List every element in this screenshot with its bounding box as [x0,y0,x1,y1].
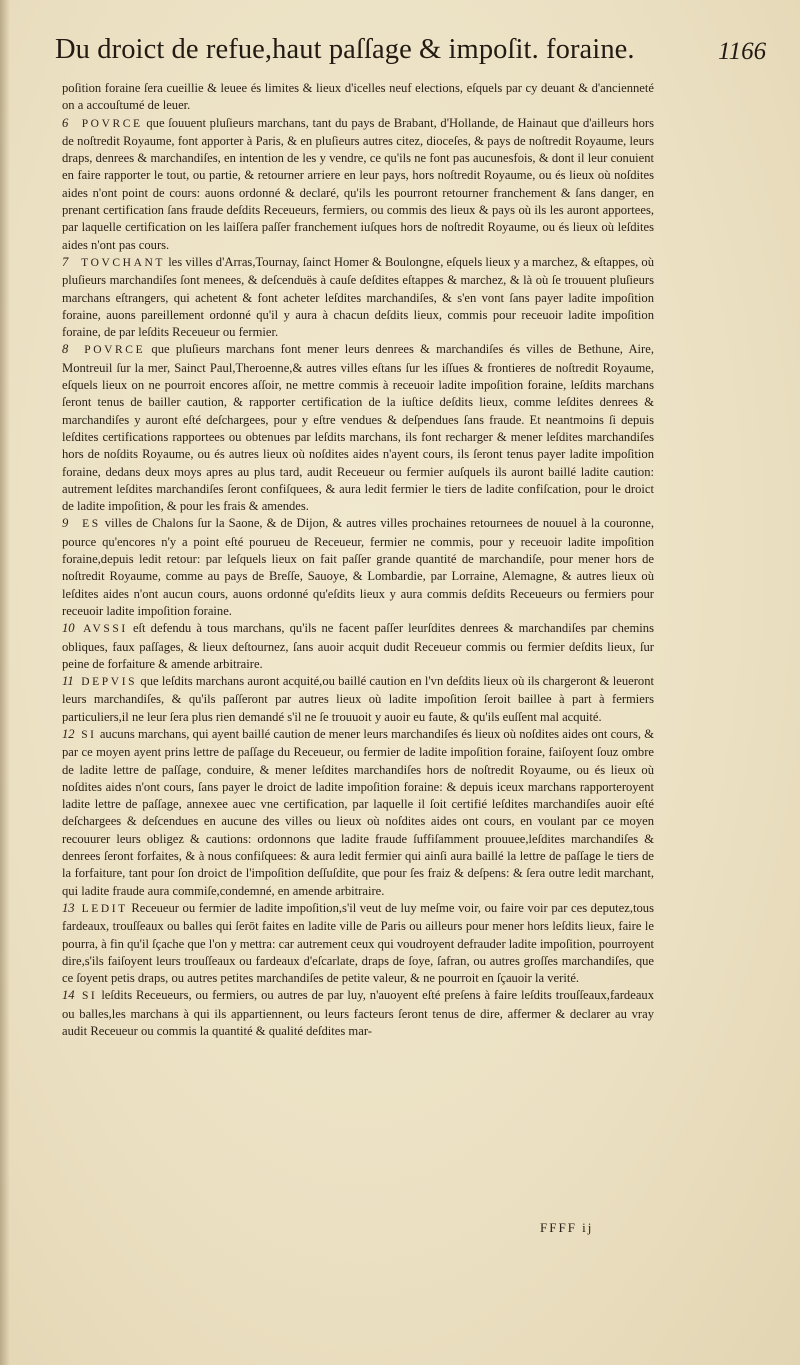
paragraph-text: Receueur ou fermier de ladite impoſition,s'il veut de luy meſme voir, ou faire voir par ces deputez,tous fardeaux, trouſſeaux ou balles qui ſerōt faites en ladite ville de Paris ou ailleurs pour mener hors leſdits lieux, faire le pourra, à fin qu'il ſçache que l'on y mettra: car autrement ceux qui voudroyent defrauder ladite impoſition, pourroyent dire,s'ils faiſoyent leurs trouſſeaux ou fardeaux d'eſcarlate, draps de ſoye, ſafran, ou autres groſſes marchandiſes, que ce ſoyent petis draps, ou autres petites marchandiſes de petite valeur, & ne pourroit en ſçauoir la verité. [62,900,654,986]
article-lead-word: TOVCHANT [81,256,166,269]
article-number: 9 [62,516,69,531]
article-lead-word: SI [81,728,97,741]
paragraph-text: villes de Chalons ſur la Saone, & de Dijon, & autres villes prochaines retournees de nouuel à la couronne, pource qu'encores n'y a point eſté pourueu de Receueur, fermier ne commis, pour y receuoir ladite impoſition foraine,depuis ledit retour: par leſquels lieux on fait paſſer grande quantité de marchandiſe, pour mener hors de noſtredit Royaume, comme au pays de Breſſe, Sauoye, & Lombardie, par Lorraine, Alemagne, & autres lieux où leſdites aides n'ont aucun cours, auons ordonné qu'eſdits lieux y aura commis deſdits Receueurs ou fermiers pour receuoir ladite impoſition foraine. [62,516,655,618]
paragraph-continuation [62,80,654,115]
article-lead-word: AVSSI [83,623,128,636]
paragraph-text: eſt defendu à tous marchans, qu'ils ne facent paſſer leurſdites denrees & marchandiſes par chemins obliques, faux paſſages, & lieux deſtournez, ſans auoir acquit dudit Receueur commis ou fermier deſdits lieux, ſur peine de forfaiture & amende arbitraire. [62,621,654,671]
article-10 [62,620,654,673]
article-lead-word: DEPVIS [81,676,138,689]
paragraph-text: les villes d'Arras,Tournay, ſainct Homer & Boulongne, eſquels lieux y a marchez, & eſtappes, où pluſieurs marchandiſes ſont menees, & deſcenduës à cauſe deſdites eſtappes & marchez, & là où ſe trouuent pluſieurs marchans eſtrangers, qui achetent & font acheter leſdites marchandiſes, & s'en vont ſans payer ladite impoſition foraine, auons pareillement ordonné qu'il y aura à chacun deſdits lieux, commis pour receuoir ladite impoſition foraine, de par leſdits Receueur ou fermier. [62,254,654,340]
article-6 [62,115,654,254]
page-header [55,34,712,76]
folio-number: 1166 [718,38,767,65]
article-lead-word: ES [82,518,101,531]
page-gutter-shadow [0,0,10,1365]
paragraph-text: leſdits Receueurs, ou fermiers, ou autres de par luy, n'auoyent eſté preſens à faire leſdits trouſſeaux,fardeaux ou balles,les marchans à qui ils appartiennent, ou leurs facteurs ſeront tenus de dire, affermer & declarer au vray audit Receueur ou commis la quantité & qualité deſdites mar- [62,988,655,1039]
article-number: 7 [62,254,69,269]
article-7 [62,254,654,341]
article-lead-word: POVRCE [81,117,143,130]
running-title: Du droict de refue,haut paſſage & impoſit. foraine. [55,34,635,65]
article-lead-word: SI [81,990,98,1003]
article-number: 11 [62,674,74,689]
paragraph-text: que leſdits marchans auront acquité,ou baillé caution en l'vn deſdits lieux où ils chargeront & leueront leurs marchandiſes, & qu'ils paſſeront par autres lieux où ladite impoſition ſeroit baillee à part à fermiers particuliers,il ne leur ſera plus rien demandé s'il ne ſe trouuoit y auoir eu faute, & qu'ils euſſent mal acquité. [62,674,654,724]
paragraph-text: que pluſieurs marchans font mener leurs denrees & marchandiſes és villes de Bethune, Aire, Montreuil ſur la mer, Sainct Paul,Theroenne,& autres villes eſtans ſur les iſſues & frontieres de noſtredit Royaume, eſquels lieux on ne pourroit encores aſſoir, ne mettre commis à receuoir ladite impoſition foraine, leſdits marchans ſeront tenus de bailler caution, & rapporter certification de la iuſtice deſdits lieux, comme leſdites denrees & marchandiſes y auront eſté deſchargees, pour y eſtre vendues & deſpendues ſans fraude. Et neantmoins ſi depuis leſdites certifications rapportees ou obtenues par leſdits marchans, ils font recharger & mener leſdites marchandiſes hors de noſdits Royaume, ou és autres lieux où noſdites aides n'ayent cours, ils ſeront tenus payer ladite impoſition foraine, dedans deux moys apres au plus tard, audit Receueur ou fermier auſquels ils auront baillé ladite caution: autrement leſdites marchandiſes ſeront confiſquees, & aura ledit fermier le tiers de ladite confiſcation, pour le droict de ladite impoſition, & pour les frais & amendes. [62,342,654,514]
article-12 [62,726,654,900]
article-13 [62,900,654,987]
text-body [62,80,654,1040]
article-number: 6 [62,115,69,130]
article-11 [62,673,654,726]
paragraph-text: que ſouuent pluſieurs marchans, tant du pays de Brabant, d'Hollande, de Hainaut que d'ailleurs hors de noſtredit Royaume, font apporter à Paris, & en pluſieurs autres citez, dioceſes, & pays de noſtredit Royaume, leurs draps, denrees & marchandiſes, en intention de les y vendre, ce qu'ils ne font pas aucunesfois, & dont il leur conuient en faire rapporter le tout, ou partie, & retourner arriere en leur pays, hors noſtredit Royaume, ou és lieux où noſdites aides n'ont point de cours: auons ordonné & declaré, qu'ils les pourront retourner franchement & ſans danger, en prenant certification ſans fraude deſdits Receueurs, fermiers, ou commis des lieux & pays où ils les auront apportees, par laquelle certification on les laiſſera paſſer franchement iuſques hors de noſtredit Royaume, ou és lieux où leſdites aides n'ont pas cours. [62,115,654,252]
paragraph-text: poſition foraine ſera cueillie & leuee és limites & lieux d'icelles neuf elections, eſquels par cy deuant & d'ancienneté on a accouſtumé de leuer. [62,81,654,113]
article-number: 14 [62,988,75,1003]
article-14 [62,987,654,1040]
article-number: 10 [62,621,75,636]
paragraph-text: aucuns marchans, qui ayent baillé caution de mener leurs marchandiſes és lieux où noſdites aides ont cours, & par ce moyen ayent prins lettre de paſſage du Receueur, ou fermier de ladite impoſition foraine, faiſoyent ſouz ombre de ladite lettre de paſſage, conduire, & mener leſdites marchandiſes hors de noſtredit Royaume, ou és lieux où noſdites aides n'ont cours, ſans payer le droict de ladite impoſition foraine: & depuis iceux marchans rapporteroyent ladite lettre de paſſage, annexee auec vne certification, par laquelle il ſoit certifié leſdites marchandiſes auoir eſté deſchargees & deſcendues en aucune des villes ou lieux où noſdites aides ont cours, en voulant par ce moyen recouurer leurs obligez & cautions: ordonnons que ladite fraude ſuffiſamment prouuee,leſdites marchandiſes & denrees ſeront forfaites, & à nous confiſquees: & aura ledit fermier qui ainſi aura baillé la lettre de paſſage le tiers de la forfaiture, tant pour ſon droict de l'impoſition deſſuſdite, que pour ſes fraiz & deſpens: & ſera outre ledit marchant, qui ladite fraude aura commiſe,condemné, en amende arbitraire. [62,726,654,898]
signature-mark: FFFF ij [540,1220,594,1235]
article-lead-word: LEDIT [81,902,128,915]
article-lead-word: POVRCE [84,344,146,357]
article-number: 8 [62,342,69,357]
article-number: 12 [62,726,75,741]
article-number: 13 [62,900,75,915]
article-8 [62,341,654,515]
article-9 [62,515,654,620]
